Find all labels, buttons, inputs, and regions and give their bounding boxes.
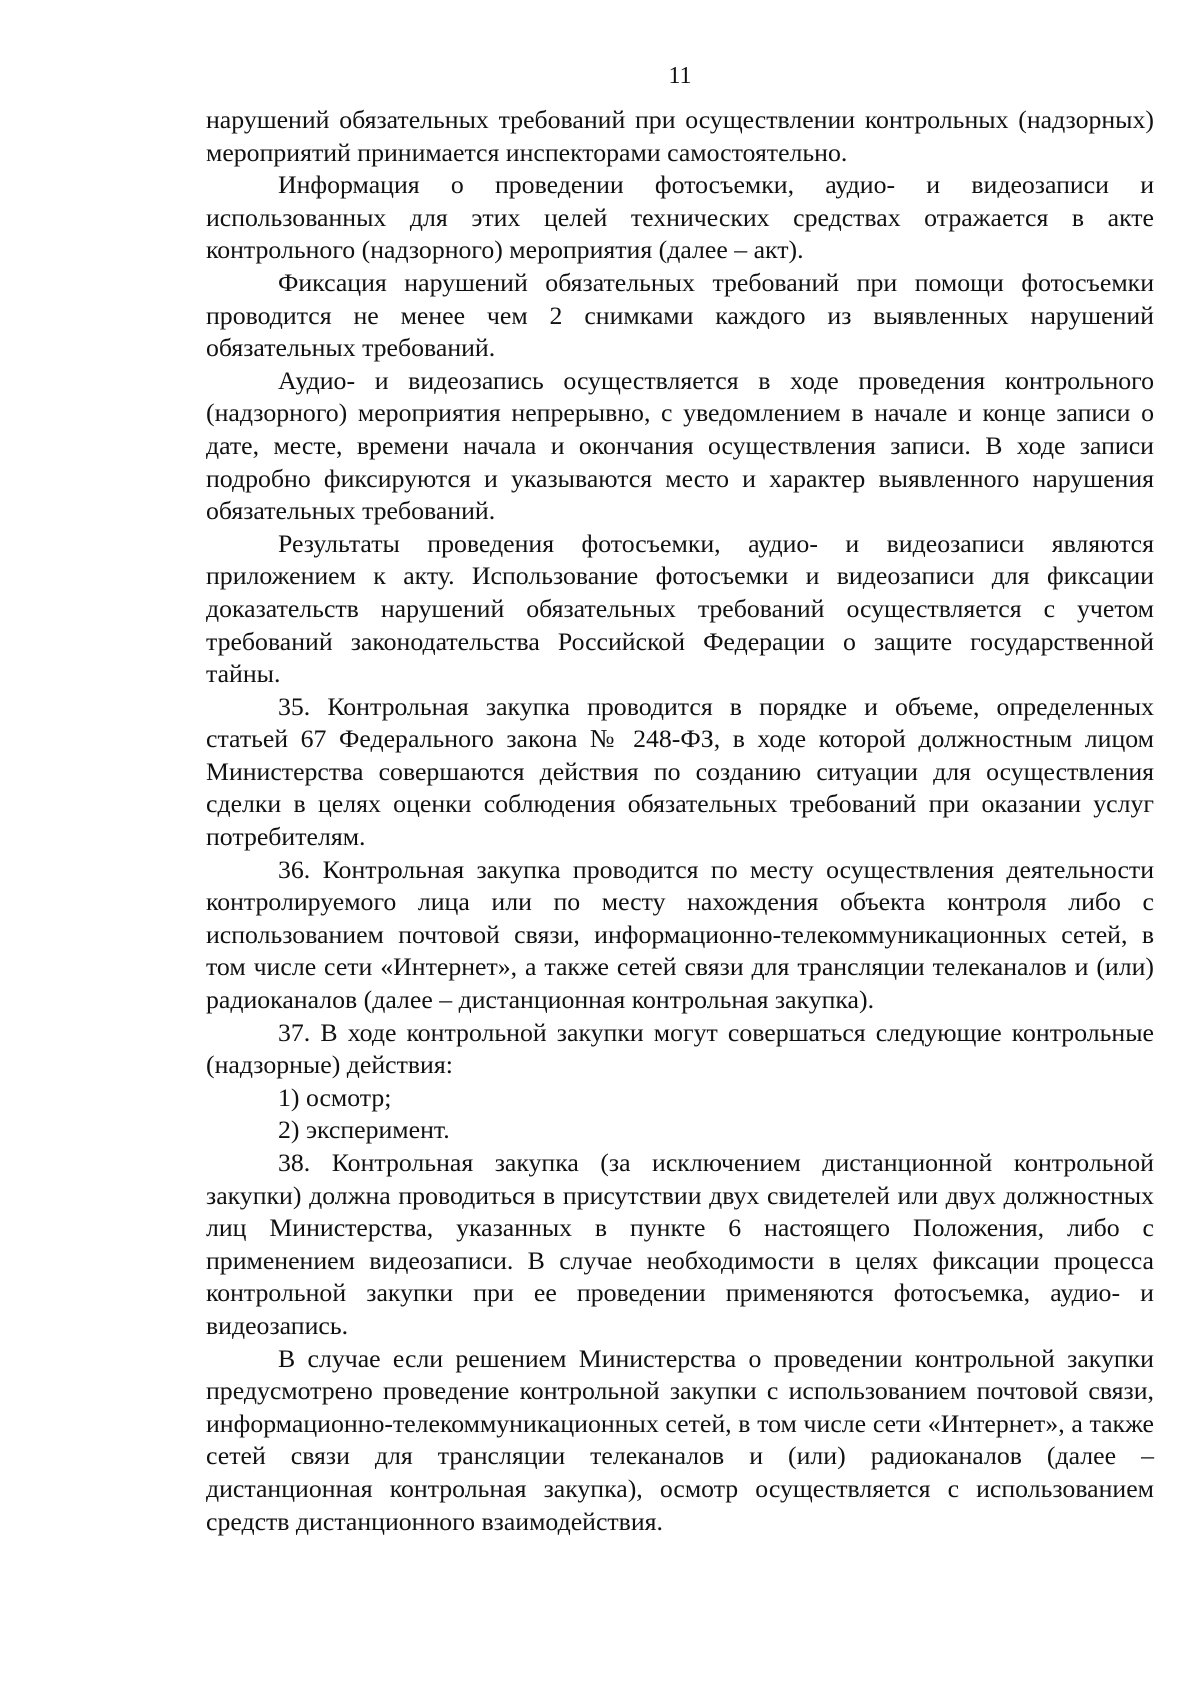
paragraph-1: нарушений обязательных требований при осуществлении контрольных (надзорных) мероприятий принимается инспекторами самостоятельно.	[206, 105, 1154, 167]
paragraph-4: Аудио- и видеозапись осуществляется в ходе проведения контрольного (надзорного) мероприятия непрерывно, с уведомлением в начале и конце записи о дате, месте, времени начала и окончания осуществления записи. В ходе записи подробно фиксируются и указываются место и характер выявленного нарушения обязательных требований.	[206, 365, 1154, 526]
document-body	[206, 104, 1154, 1538]
paragraph-item-35: 35. Контрольная закупка проводится в порядке и объеме, определенных статьей 67 Федерального закона № 248-ФЗ, в ходе которой должностным лицом Министерства совершаются действия по созданию ситуации для осуществления сделки в целях оценки соблюдения обязательных требований при оказании услуг потребителям.	[206, 691, 1154, 852]
paragraph-item-36: 36. Контрольная закупка проводится по месту осуществления деятельности контролируемого лица или по месту нахождения объекта контроля либо с использованием почтовой связи, информационно-телекоммуникационных сетей, в том числе сети «Интернет», а также сетей связи для трансляции телеканалов и (или) радиоканалов (далее – дистанционная контрольная закупка).	[206, 854, 1154, 1015]
list-item-inspection: 1) осмотр;	[278, 1082, 392, 1112]
paragraph-3: Фиксация нарушений обязательных требований при помощи фотосъемки проводится не менее чем 2 снимками каждого из выявленных нарушений обязательных требований.	[206, 267, 1154, 363]
paragraph-5: Результаты проведения фотосъемки, аудио- и видеозаписи являются приложением к акту. Использование фотосъемки и видеозаписи для фиксации доказательств нарушений обязательных требований осуществляется с учетом требований законодательства Российской Федерации о защите государственной тайны.	[206, 528, 1154, 689]
paragraph-item-37: 37. В ходе контрольной закупки могут совершаться следующие контрольные (надзорные) действия:	[206, 1017, 1154, 1080]
paragraph-item-38: 38. Контрольная закупка (за исключением дистанционной контрольной закупки) должна проводиться в присутствии двух свидетелей или двух должностных лиц Министерства, указанных в пункте 6 настоящего Положения, либо с применением видеозаписи. В случае необходимости в целях фиксации процесса контрольной закупки при ее проведении применяются фотосъемка, аудио- и видеозапись.	[206, 1148, 1154, 1340]
paragraph-2: Информация о проведении фотосъемки, аудио- и видеозаписи и использованных для этих целей технических средствах отражается в акте контрольного (надзорного) мероприятия (далее – акт).	[206, 170, 1154, 265]
page-number: 11	[668, 63, 692, 89]
list-item-experiment: 2) эксперимент.	[278, 1115, 450, 1145]
paragraph-remote-purchase: В случае если решением Министерства о проведении контрольной закупки предусмотрено проведение контрольной закупки с использованием почтовой связи, информационно-телекоммуникационных сетей, в том числе сети «Интернет», а также сетей связи для трансляции телеканалов и (или) радиоканалов (далее – дистанционная контрольная закупка), осмотр осуществляется с использованием средств дистанционного взаимодействия.	[206, 1343, 1154, 1536]
